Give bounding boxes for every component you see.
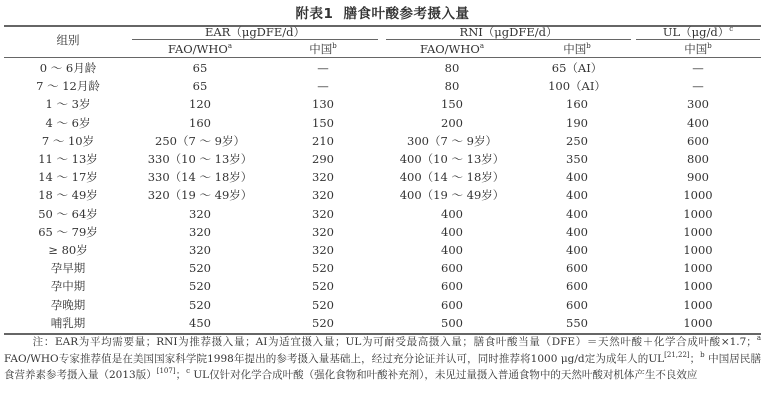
cell-ul-cn: 1000 [683,224,713,239]
cell-rni-fao: 80 [444,79,460,94]
cell-rni-cn: 190 [566,115,588,130]
cell-ear-fao: 330（14 ～ 18岁） [147,170,253,185]
cell-group: 孕早期 [50,261,86,276]
cell-ear-fao: 120 [189,97,211,112]
cell-ul-cn: 1000 [683,315,713,330]
cell-ear-cn: 320 [312,206,334,221]
cell-ear-cn: 150 [312,115,334,130]
note-text-1: 注：EAR为平均需要量；RNI为推荐摄入量；AI为适宜摄入量；UL为可耐受最高摄入量；膳食叶酸当量（DFE）＝天然叶酸＋化学合成叶酸×1.7； [32,336,757,348]
table-title-text: 膳食叶酸参考摄入量 [343,6,470,22]
cell-rni-fao: 400 [441,206,463,221]
cell-group: 0 ～ 6月龄 [39,61,97,75]
subheader-ear-cn [268,40,378,58]
table-title [0,2,765,22]
table-note [4,334,761,384]
header-ul-label: UL（μg/d） [662,25,730,39]
cell-ul-cn: 1000 [683,279,713,294]
table-number: 附表1 [295,6,334,22]
header-rni [386,23,631,41]
cell-ear-fao: 65 [192,79,208,94]
header-ul [636,23,760,41]
cell-ul-cn: 400 [687,115,709,130]
cell-group: 14 ～ 17岁 [38,170,98,185]
cell-group: 65 ～ 79岁 [38,224,98,239]
cell-ear-cn: 520 [312,279,334,294]
cell-rni-fao: 400（14 ～ 18岁） [399,170,505,185]
cell-ear-fao: 450 [189,315,211,330]
subheader-sup: b [332,42,337,50]
cell-ear-fao: 520 [189,261,211,276]
subheader-ul-cn [636,40,760,58]
subheader-ear-fao [132,40,268,58]
cell-ear-cn: 130 [312,97,334,112]
cell-ear-fao: 250（7 ～ 9岁） [155,133,245,148]
cell-rni-fao: 400 [441,224,463,239]
cell-ul-cn: 1000 [683,297,713,312]
cell-rni-cn: 600 [566,297,588,312]
subheader-label: FAO/WHO [419,42,480,56]
subheader-sup: a [227,42,233,50]
cell-group: 18 ～ 49岁 [38,188,98,203]
cell-ul-cn: 800 [687,152,709,166]
cell-ear-fao: 320（19 ～ 49岁） [147,188,253,203]
cell-rni-cn: 350 [566,152,588,166]
note-text-2: FAO/WHO专家推荐值是在美国国家科学院1998年提出的参考摄入量基础上，经过充分论证并认可，同时推荐将1000 μg/d定为成年人的UL [4,352,665,365]
cell-ul-cn: 300 [687,97,709,112]
cell-ear-cn: 320 [312,224,334,239]
cell-rni-fao: 200 [441,115,463,130]
subheader-label: 中国 [563,42,587,56]
note-text-5: ； [175,369,187,381]
cell-ul-cn: 1000 [683,206,713,221]
cell-rni-fao: 400 [441,243,463,257]
cell-rni-cn: 400 [566,243,588,257]
cell-ul-cn: — [692,61,704,75]
cell-group: 孕中期 [50,279,86,294]
cell-ear-fao: 320 [189,224,211,239]
subheader-rni-cn [518,40,636,58]
cell-rni-fao: 80 [444,61,460,75]
cell-ul-cn: 600 [687,133,709,148]
cell-ear-cn: — [317,61,329,75]
note-text-4: 中国居民膳食营养素参考摄入量（2013版） [4,352,761,381]
header-ear [132,23,378,41]
cell-ul-cn: 1000 [683,243,713,257]
subheader-sup: b [707,42,712,50]
subheader-rni-fao [386,40,518,58]
subheader-label: 中国 [684,42,708,56]
note-sup-b: b [700,350,705,359]
cell-group: 哺乳期 [50,315,86,330]
cell-group: 1 ～ 3岁 [45,97,91,112]
note-sup-a: a [756,334,761,342]
cell-rni-cn: 65（AI） [551,61,603,75]
cell-ul-cn: 1000 [683,188,713,203]
cell-rni-fao: 400（10 ～ 13岁） [399,152,505,166]
cell-ear-cn: 210 [312,133,334,148]
subheader-sup: a [479,42,485,50]
cell-group: 4 ～ 6岁 [45,115,91,130]
cell-group: 7 ～ 12月龄 [36,79,100,94]
cell-rni-cn: 600 [566,279,588,294]
cell-ear-cn: 320 [312,243,334,257]
cell-ear-fao: 320 [189,206,211,221]
header-group: 组别 [56,33,80,47]
note-text-6: UL仅针对化学合成叶酸（强化食物和叶酸补充剂），未见过量摄入普通食物中的天然叶酸对机体产生不良效应 [189,369,698,381]
cell-group: ≥ 80岁 [48,243,88,257]
cell-ear-fao: 160 [189,115,211,130]
cell-ear-fao: 65 [192,61,208,75]
header-ear-label: EAR（μgDFE/d） [204,25,306,39]
cell-ear-fao: 330（10 ～ 13岁） [147,152,253,166]
cell-ear-fao: 520 [189,297,211,312]
cell-group: 孕晚期 [50,297,86,312]
cell-ear-cn: 320 [312,170,334,185]
cell-ear-cn: 320 [312,188,334,203]
cell-rni-cn: 100（AI） [548,79,606,94]
subheader-label: FAO/WHO [167,42,228,56]
cell-rni-cn: 160 [566,97,588,112]
note-text-3: ； [689,352,701,365]
cell-ear-cn: — [317,79,329,94]
cell-rni-fao: 500 [441,315,463,330]
cell-ear-fao: 320 [189,243,211,257]
cell-rni-cn: 600 [566,261,588,276]
cell-group: 7 ～ 10岁 [41,133,95,148]
cell-rni-fao: 300（7 ～ 9岁） [407,133,497,148]
subheader-sup: b [586,42,591,50]
cell-group: 11 ～ 13岁 [38,152,98,166]
subheader-label: 中国 [309,42,333,56]
cell-rni-fao: 600 [441,279,463,294]
cell-rni-fao: 600 [441,297,463,312]
cell-ear-cn: 290 [312,152,334,166]
cell-rni-cn: 400 [566,170,588,185]
cell-rni-fao: 400（19 ～ 49岁） [399,188,505,203]
cell-rni-cn: 250 [566,133,588,148]
cell-rni-cn: 400 [566,206,588,221]
cell-rni-cn: 550 [566,315,588,330]
cell-rni-cn: 400 [566,188,588,203]
cell-group: 50 ～ 64岁 [38,206,98,221]
cell-ear-cn: 520 [312,315,334,330]
cell-ul-cn: — [692,79,704,94]
cell-ul-cn: 900 [687,170,709,185]
note-ref-1: [21,22] [664,350,690,359]
cell-rni-fao: 150 [441,97,463,112]
note-sup-c: c [186,367,190,375]
cell-ear-fao: 520 [189,279,211,294]
cell-rni-fao: 600 [441,261,463,276]
cell-rni-cn: 400 [566,224,588,239]
cell-ear-cn: 520 [312,261,334,276]
cell-ear-cn: 520 [312,297,334,312]
cell-ul-cn: 1000 [683,261,713,276]
header-ul-sup: c [729,25,734,33]
header-rni-label: RNI（μgDFE/d） [459,25,558,39]
note-ref-2: [107] [156,367,176,375]
